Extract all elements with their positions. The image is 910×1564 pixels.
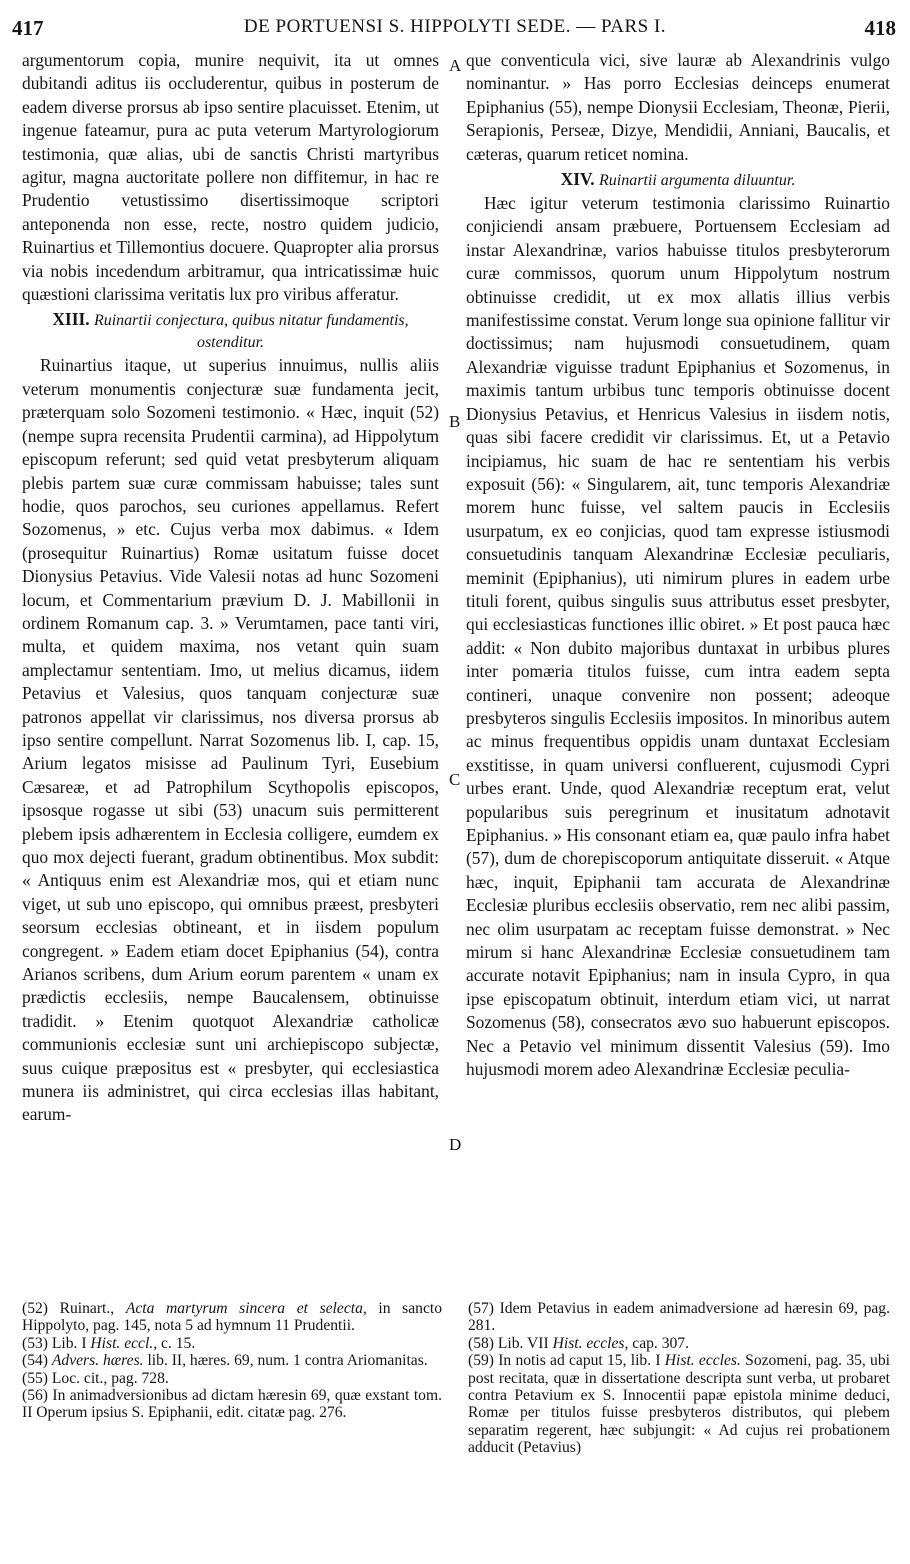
paragraph: Ruinartius itaque, ut superius innuimus, nullis aliis veterum monumentis conjecturæ suæ fundamenta jecit, præterquam solo Sozomeni testimonio. « Hæc, inquit (52) (nempe supra recensita Prudentii carmina), ad Hippolytum episcopum referunt; sed quid vetat presbyterum aliquam plebis partem suæ curæ commissam habuisse; tales sunt hodie, quos parochos, seu curiones appellamus. Refert Sozomenus, » etc. Cujus verba mox dabimus. « Idem (prosequitur Ruinartius) Romæ usitatum fuisse docet Dionysius Petavius. Vide Valesii notas ad hunc Sozomeni locum, et Commentarium prævium D. J. Mabillonii in ordinem Romanum cap. 3. » Verumtamen, pace tanti viri, multa, et quidem maxima, nos vetant quin suam amplectamur sententiam. Imo, ut melius dicamus, iidem Petavius et Valesius, quos tanquam conjecturæ suæ patronos appellat vir clarissimus, nos diversa prorsus ab ipso sentire compellunt. Narrat Sozomenus lib. I, cap. 15, Arium legatos misisse ad Paulinum Tyri, Eusebium Cæsareæ, et ad Patrophilum Scythopolis episcopos, ipsosque rogasse ut sibi (53) unacum suis permitterent plebem ipsis adhærentem in Ecclesia colligere, eumdem ex quo mox dejecti fuerant, gradum obtinentibus. Mox subdit: « Antiquus enim est Alexandriæ mos, qui et etiam nunc viget, ut sub uno episcopo, qui omnibus præest, presbyteri seorsum ecclesias obtineant, et in iisdem populum congregent. » Eadem etiam docet Epiphanius (54), contra Arianos scribens, dum Arium eorum parentem « unam ex prædictis ecclesiis, nempe Baucalensem, obtinuisse tradidit. » Etenim quotquot Alexandriæ catholicæ communionis ecclesiæ sunt uni archiepiscopo subjectæ, suus cuique præpositus est « presbyter, qui ecclesiastica munera iis administret, qui circa ecclesias illas habitant, earum- — [22, 355, 439, 1125]
paragraph: argumentorum copia, munire nequivit, ita ut omnes dubitandi aditus iis occluderentur, quibus in posterum de eadem diverse prorsus ab ipso sentire placuisset. Etenim, ut ingenue fateamur, pura ac puta veterum Martyrologiorum testimonia, quæ alias, ubi de sanctis Christi martyribus agitur, magna auctoritate pollere non diffitemur, in hac re Prudentio vetustissimo disertissimoque scriptori anteponenda non esse, recte, nostro quidem judicio, Ruinartius et Tillemontius docuere. Quapropter alia prorsus via nobis incedendum arbitramur, qua intricatissimæ huic quæstioni clarissima veritatis lux pro viribus afferatur. — [22, 50, 439, 305]
section-title: Ruinartii argumenta diluuntur. — [599, 172, 796, 190]
left-column — [22, 49, 439, 1127]
margin-letter-c: C — [449, 770, 461, 789]
footnote: (58) Lib. VII Hist. eccles, cap. 307. — [468, 1334, 690, 1352]
section-heading-xiii — [22, 309, 439, 353]
footnotes-left — [22, 1300, 442, 1422]
footnote: (54) Advers. hæres. lib. II, hæres. 69, num. 1 contra Ariomanitas. — [22, 1352, 428, 1370]
paragraph: Hæc igitur veterum testimonia clarissimo Ruinartio conjiciendi ansam præbuere, Portuensem Ecclesiam ad instar Alexandrinæ, varios habuisse titulos presbyterorum curæ commissos, quorum unum Hippolytum nostrum obtinuisse credidit, ut ex mox allatis illius verbis manifestissime constat. Verum longe sua opinione fallitur vir doctissimus; nam hujusmodi consuetudinem, quam Alexandriæ viguisse tradunt Epiphanius et Sozomenus, in maximis tantum urbibus tunc temporis obtinuisse docent Dionysius Petavius, et Henricus Valesius in iisdem notis, quas sibi facere credidit vir clarissimus. Et, ut a Petavio incipiamus, hic suam de hac re sententiam his verbis exposuit (56): « Singularem, ait, tunc temporis Alexandriæ morem hunc fuisse, vel saltem paucis in Ecclesiis usurpatum, ex eo conjicias, quod tam expresse istiusmodi consuetudinis tanquam Alexandrinæ Ecclesiæ peculiaris, meminit (Epiphanius), uti nimirum plures in eadem urbe tituli forent, quibus singulis suus attributus esset presbyter, qui ecclesiasticas functiones illic obiret. » Et post pauca hæc addit: « Non dubito majoribus duntaxat in urbibus plures inter pomæria titulos fuisse, cum intra eadem septa contineri, unaque convenire non possent; adeoque presbyteros singulis Ecclesiis impositos. In minoribus autem ac minus frequentibus oppidis unam duntaxat Ecclesiam exstitisse, in quam universi confluerent, cujusmodi Cypri urbes erant. Unde, quod Alexandriæ receptum erat, velut popularibus suis peregrinum et inusitatum adnotavit Epiphanius. » His consonant etiam ea, quæ paulo infra habet (57), dum de chorepiscoporum antiquitate disseruit. « Atque hæc, inquit, Epiphanii tam accurata de Alexandrinæ Ecclesiæ pluribus ecclesiis observatio, rem nec alibi passim, nec olim usurpatam ac receptam fuisse demonstrat. » Nec mirum si hanc Alexandrinæ Ecclesiæ consuetudinem tam accurate notavit Epiphanius; nam in insula Cypro, in qua ipse episcopatum obtinuit, interdum etiam vici, ut narrat Sozomenus (58), consecratos ævo suo habuerunt episcopos. Nec a Petavio vel minimum dissentit Valesius (59). Imo hujusmodi morem adeo Alexandrinæ Ecclesiæ peculia- — [466, 193, 890, 1080]
footnote: (59) In notis ad caput 15, lib. I Hist. eccles. Sozomeni, pag. 35, ubi post recitata, quæ in dissertatione descripta sunt verba, ut probaret contra Petavium ex S. Innocentii papæ epistola minime deduci, Romæ per titulos fuisse presbyteros distributos, qui plebem separatim regerent, hæc subjungit: « Ad cujus rei probationem adducit (Petavius) — [468, 1352, 890, 1457]
margin-letter-d: D — [449, 1135, 462, 1154]
footnote: (55) Loc. cit., pag. 728. — [22, 1369, 169, 1387]
paragraph: que conventicula vici, sive lauræ ab Alexandrinis vulgo nominantur. » Has porro Ecclesias deinceps enumerat Epiphanius (55), nempe Dionysii Ecclesiam, Theonæ, Pierii, Serapionis, Perseæ, Dizye, Mendidii, Anniani, Baucalis, et cæteras, quarum reticet nomina. — [466, 50, 890, 164]
section-number: XIV. — [560, 169, 595, 190]
running-header — [0, 0, 910, 44]
running-title: DE PORTUENSI S. HIPPOLYTI SEDE. — PARS I. — [243, 16, 667, 37]
footnote: (52) Ruinart., Acta martyrum sincera et selecta, in sancto Hippolyto, pag. 145, nota 5 ad hymnum 11 Prudentii. — [22, 1300, 442, 1335]
margin-letter-b: B — [449, 412, 461, 431]
footnotes-right — [468, 1300, 890, 1457]
footnote: (56) In animadversionibus ad dictam hæresin 69, quæ exstant tom. II Operum ipsius S. Epiphanii, edit. citatæ pag. 276. — [22, 1387, 442, 1422]
margin-letter-a: A — [449, 56, 462, 75]
page-number-right: 418 — [864, 16, 896, 40]
section-number: XIII. — [52, 309, 90, 330]
section-title: Ruinartii conjectura, quibus nitatur fundamentis, ostenditur. — [93, 312, 409, 352]
right-column — [466, 49, 890, 1081]
footnote: (57) Idem Petavius in eadem animadversione ad hæresin 69, pag. 281. — [468, 1300, 890, 1335]
section-heading-xiv — [466, 169, 890, 191]
footnote: (53) Lib. I Hist. eccl., c. 15. — [22, 1334, 196, 1352]
page-number-left: 417 — [12, 16, 44, 40]
